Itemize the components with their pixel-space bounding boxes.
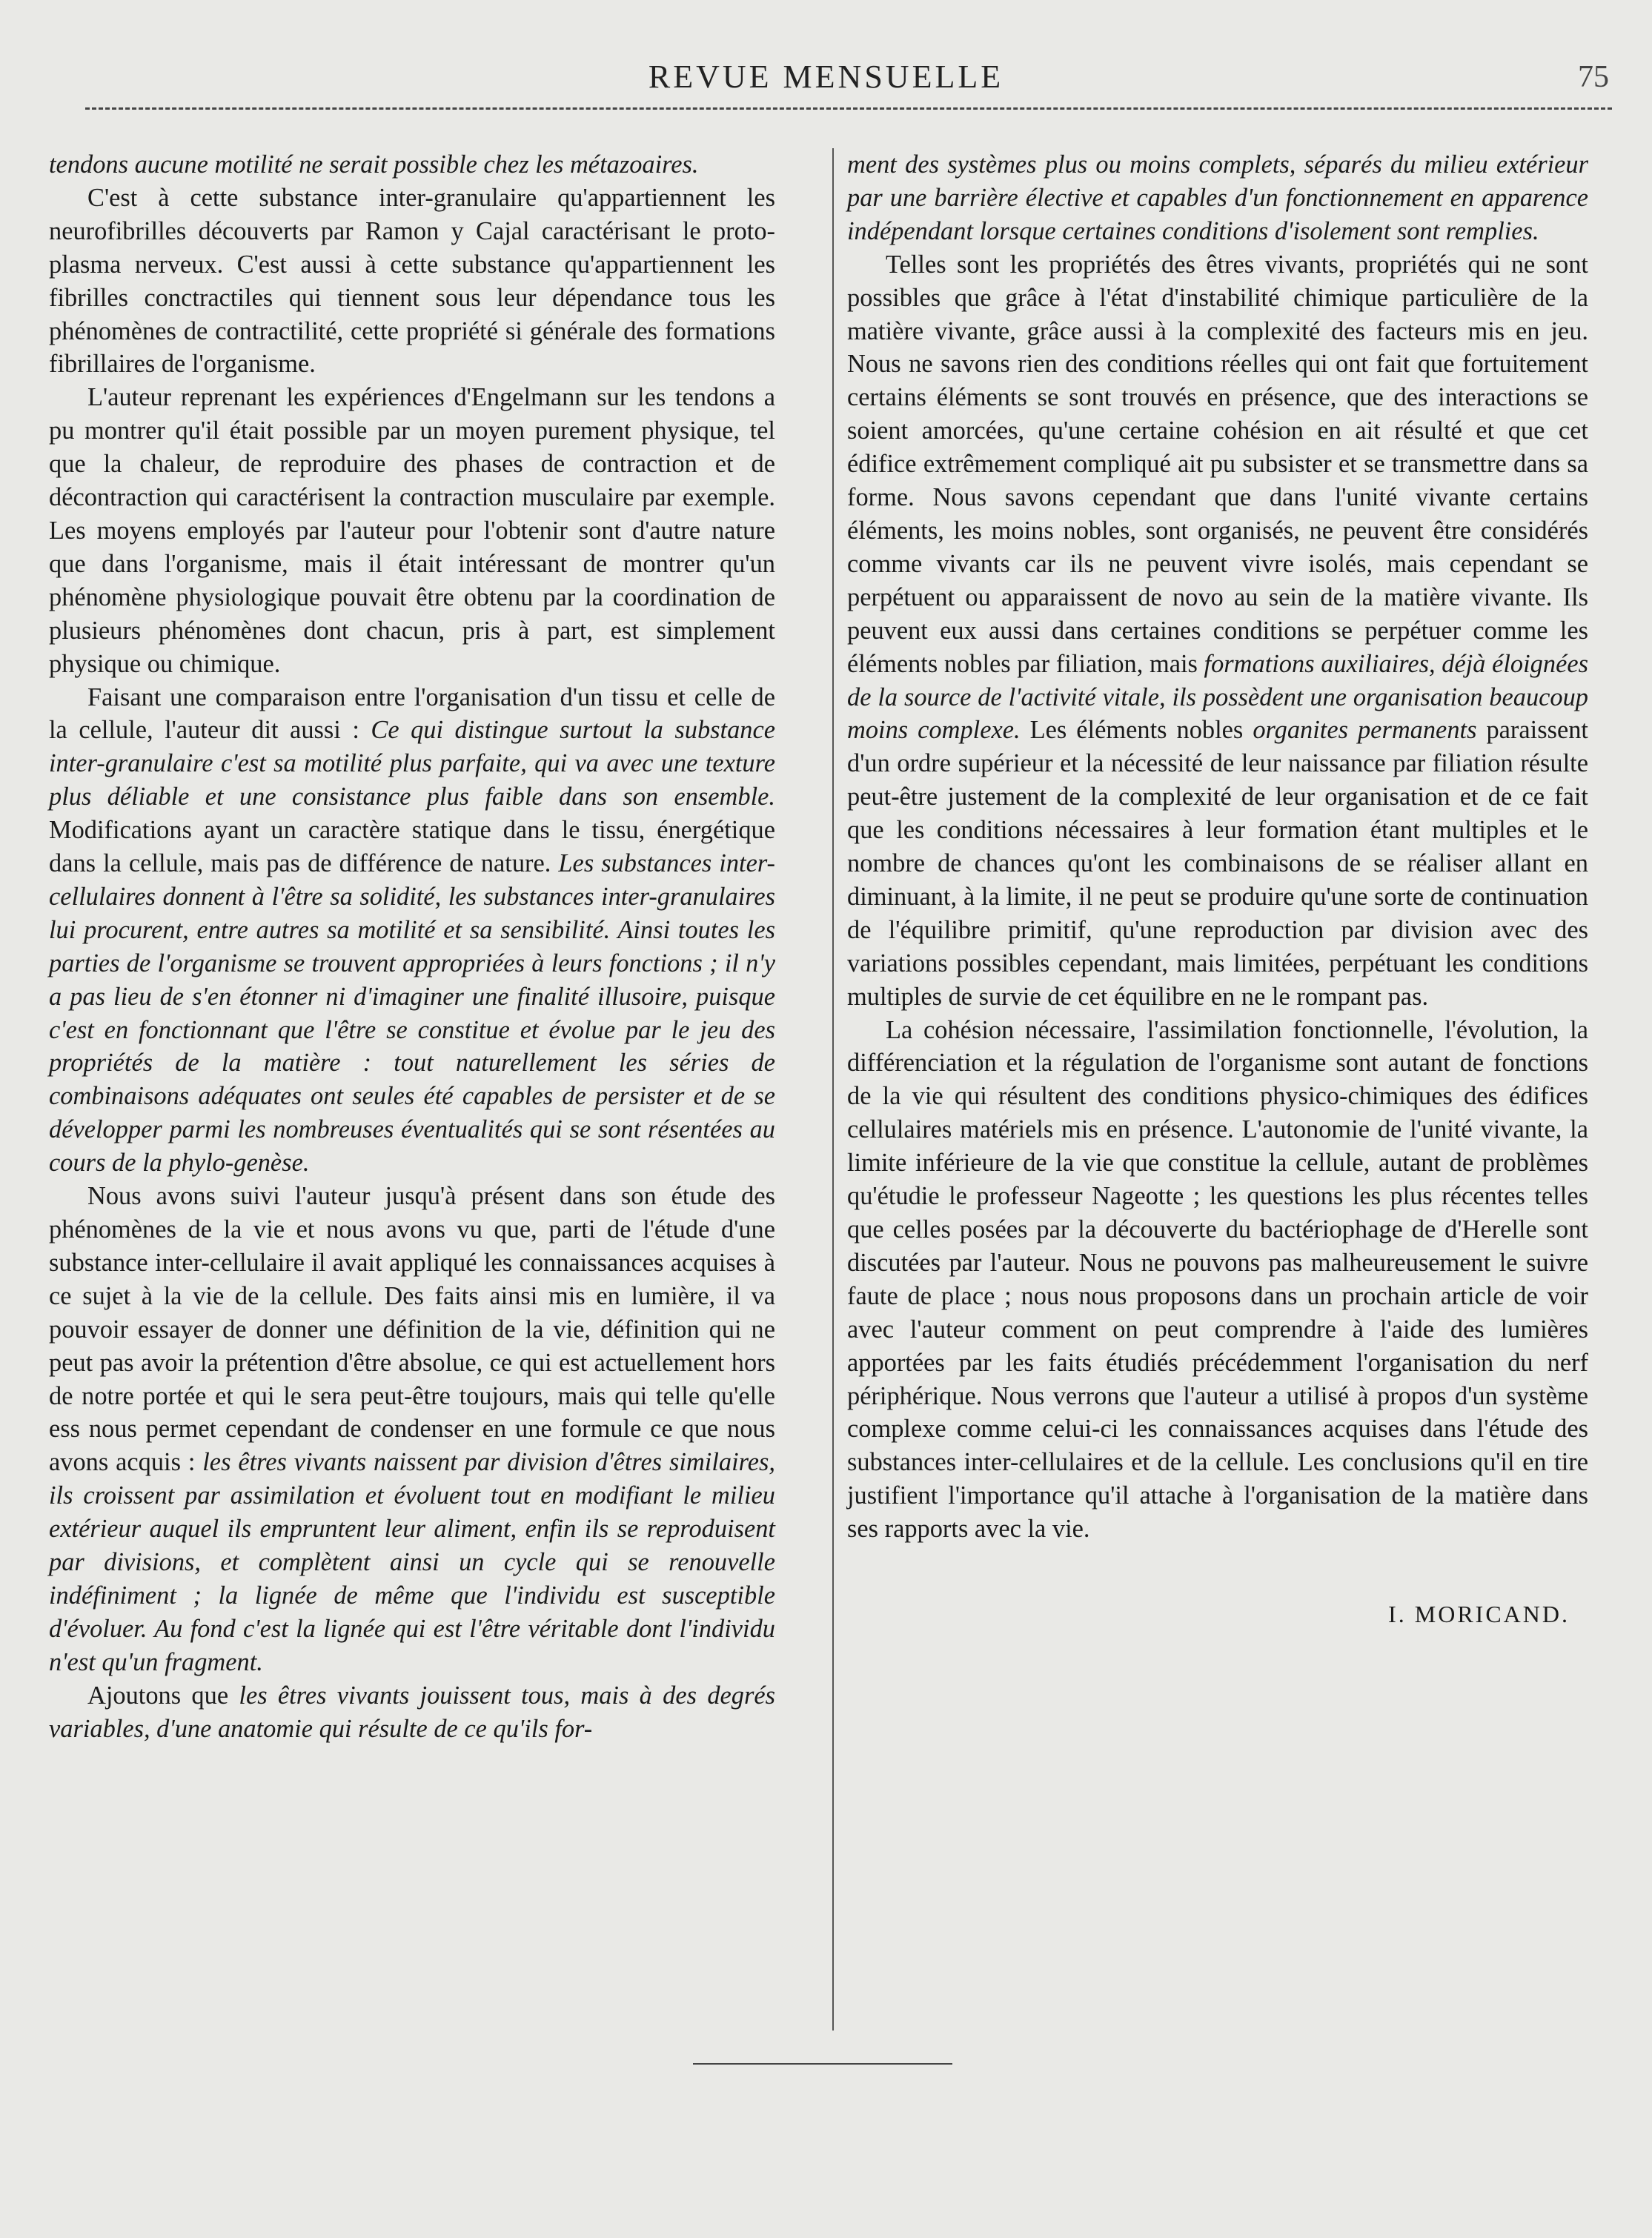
paragraph: Nous avons suivi l'auteur jusqu'à présent dans son étude des phénomènes de la vie et nous avons vu que, parti de l'étude d'une substance inter-cellulaire il avait appliqué les connaissances acquises à ce sujet à la vie de la cellule. Des faits ainsi mis en lumière, il va pouvoir essayer de donner une définition de la vie, définition qui ne peut pas avoir la prétention d'être absolue, ce qui est actuellement hors de notre portée et qui le sera peut-être toujours, mais qui telle qu'elle ess nous permet cependant de condenser en une formule ce que nous avons acquis : les êtres vivants naissent par division d'êtres similaires, ils croissent par assimilation et évoluent tout en modifiant le milieu extérieur auquel ils empruntent leur aliment, enfin ils se reproduisent par divisions, et complètent ainsi un cycle qui se renouvelle indéfiniment ; la lignée de même que l'individu est susceptible d'évoluer. Au fond c'est la lignée qui est l'être véritable dont l'individu n'est qu'un fragment. — [49, 1182, 775, 1676]
paragraph: Faisant une comparaison entre l'organisation d'un tissu et celle de la cellule, l'auteur dit aussi : Ce qui distingue surtout la substance inter-granulaire c'est sa motilité plus parfaite, qui va avec une texture plus déliable et une consistance plus faible dans son ensemble. Modifications ayant un caractère statique dans le tissu, énergétique dans la cellule, mais pas de différence de nature. Les substances inter-cellulaires donnent à l'être sa solidité, les substances inter-granulaires lui procurent, entre autres sa motilité et sa sensibilité. Ainsi toutes les parties de l'organisme se trouvent appropriées à leurs fonctions ; il n'y a pas lieu de s'en étonner ni d'imaginer une finalité illusoire, puisque c'est en fonctionnant que l'être se constitue et évolue par le jeu des propriétés de la matière : tout naturellement les séries de combinaisons adéquates ont seules été capables de persister et de se développer parmi les nombreuses éventualités qui se sont résentées au cours de la phylo-genèse. — [49, 683, 776, 1178]
author-signature: I. MORICAND. — [1388, 1601, 1570, 1628]
footer-rule — [693, 2063, 952, 2065]
header-rule — [85, 107, 1612, 110]
paragraph: L'auteur reprenant les expériences d'Engelmann sur les tendons a pu montrer qu'il était possible par un moyen purement physique, tel que la chaleur, de reproduire des phases de contraction et de décontraction qui caractérisent la contraction musculaire par exemple. Les moyens employés par l'auteur pour l'obtenir sont d'autre nature que dans l'organisme, mais il était intéressant de montrer qu'un phénomène physiologique pouvait être obtenu par la coordination de plusieurs phénomènes dont chacun, pris à part, est simplement physique ou chimique. — [49, 383, 775, 678]
paragraph: Ajoutons que les êtres vivants jouissent tous, mais à des degrés variables, d'une anatomie qui résulte de ce qu'ils for- — [49, 1681, 776, 1743]
column-divider — [832, 148, 834, 2031]
right-column — [847, 148, 1588, 1631]
paragraph: La cohésion nécessaire, l'assimilation fonctionnelle, l'évolution, la différenciation et la régulation de l'organisme sont autant de fonctions de la vie qui résultent des conditions physico-chimiques des édifices cellulaires matériels mis en présence. L'autonomie de l'unité vivante, la limite inférieure de la vie que constitue la cellule, autant de problèmes qu'étudie le professeur Nageotte ; les questions les plus récentes telles que celles posées par la découverte du bactériophage de d'Herelle sont discutées par l'auteur. Nous ne pouvons pas malheureusement le suivre faute de place ; nous nous proposons dans un prochain article de voir avec l'auteur comment on peut comprendre à l'aide des lumières apportées par les faits étudiés précédemment l'organisation du nerf périphérique. Nous verrons que l'auteur a utilisé à propos d'un système complexe comme celui-ci les connaissances acquises dans l'étude des substances inter-cellulaires et de la cellule. Les conclusions qu'il en tire justifient l'importance qu'il attache à l'organisation de la matière dans ses rapports avec la vie. — [847, 1015, 1588, 1544]
paragraph: C'est à cette substance inter-granulaire qu'appartiennent les neurofibrilles découverts par Ramon y Cajal caractérisant le proto-plasma nerveux. C'est aussi à cette substance qu'appartiennent les fibrilles conctractiles qui tiennent sous leur dépendance tous les phénomènes de contractilité, cette propriété si générale des formations fibrillaires de l'organisme. — [49, 183, 775, 379]
running-title: REVUE MENSUELLE — [648, 59, 1004, 95]
left-column — [49, 148, 775, 1746]
paragraph: Telles sont les propriétés des êtres vivants, propriétés qui ne sont possibles que grâce à l'état d'instabilité chimique particulière de la matière vivante, grâce aussi à la complexité des facteurs mis en jeu. Nous ne savons rien des conditions réelles qui ont fait que fortuitement certains éléments se sont trouvés en présence, que des interactions se soient amorcées, qu'une certaine cohésion en ait résulté et que cet édifice extrêmement compliqué ait pu subsister et se transmettre dans sa forme. Nous savons cependant que dans l'unité vivante certains éléments, les moins nobles, sont organisés, ne peuvent être considérés comme vivants car ils ne peuvent vivre isolés, mais cependant se perpétuent ou apparaissent de novo au sein de la matière vivante. Ils peuvent eux aussi dans certaines conditions se perpétuer comme les éléments nobles par filiation, mais formations auxiliaires, déjà éloignées de la source de l'activité vitale, ils possèdent une organisation beaucoup moins complexe. Les éléments nobles organites permanents paraissent d'un ordre supérieur et la nécessité de leur naissance par filiation résulte peut-être justement de la complexité de leur organisation et de ce fait que les conditions nécessaires à leur formation étant multiples et le nombre de chances qu'ont les combinaisons de se réaliser allant en diminuant, à la limite, il ne peut se produire qu'une sorte de continuation de l'équilibre primitif, qu'une reproduction par division avec des variations possibles cependant, mais limitées, perpétuant les conditions multiples de survie de cet équilibre en ne le rompant pas. — [847, 250, 1588, 1011]
paragraph-continued: ment des systèmes plus ou moins complets, séparés du milieu extérieur par une barrière élective et capables d'un fonctionnement en apparence indépendant lorsque certaines conditions d'isolement sont remplies. — [847, 150, 1588, 245]
page-number: 75 — [1578, 60, 1609, 94]
paragraph-continued: tendons aucune motilité ne serait possible chez les métazoaires. — [49, 150, 699, 179]
